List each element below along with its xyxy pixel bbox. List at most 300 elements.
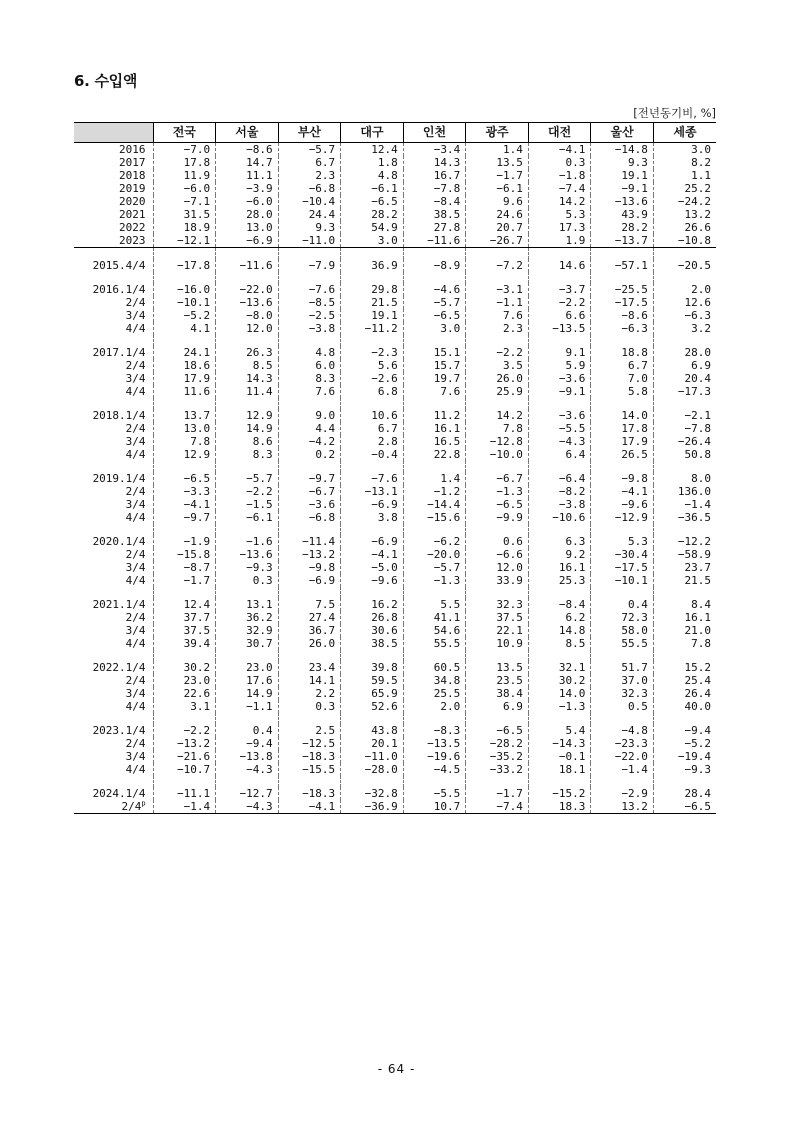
row-label-text: 2020.1/4	[92, 535, 146, 548]
value-cell: −1.7	[466, 787, 529, 800]
spacer-cell	[216, 248, 279, 260]
table-row	[74, 737, 716, 750]
value-cell: 0.4	[591, 598, 654, 611]
value-cell: 26.5	[591, 448, 654, 461]
value-cell: 14.3	[403, 156, 466, 169]
table-row	[74, 182, 716, 195]
value-cell: −12.7	[216, 787, 279, 800]
value-cell: −9.4	[216, 737, 279, 750]
spacer-cell	[153, 587, 216, 598]
value-cell: −14.4	[403, 498, 466, 511]
value-cell: 2.8	[341, 435, 404, 448]
table-row	[74, 156, 716, 169]
spacer-cell	[278, 650, 341, 661]
value-cell: 14.0	[528, 687, 591, 700]
spacer-cell	[466, 248, 529, 260]
value-cell: 8.3	[216, 448, 279, 461]
row-label-text: 2/4	[121, 800, 142, 813]
spacer-cell	[153, 272, 216, 283]
value-cell: 65.9	[341, 687, 404, 700]
spacer-cell	[466, 776, 529, 787]
value-cell: −15.2	[528, 787, 591, 800]
table-row	[74, 296, 716, 309]
value-cell: 14.8	[528, 624, 591, 637]
value-cell: 13.1	[216, 598, 279, 611]
value-cell: −3.6	[528, 409, 591, 422]
spacer-cell	[653, 461, 716, 472]
value-cell: −35.2	[466, 750, 529, 763]
value-cell: 8.5	[528, 637, 591, 650]
value-cell: 14.1	[278, 674, 341, 687]
spacer-cell	[278, 335, 341, 346]
row-label-text: 2018.1/4	[92, 409, 146, 422]
row-label-text: 2018	[119, 169, 146, 182]
import-value-table	[74, 122, 716, 814]
value-cell: −14.3	[528, 737, 591, 750]
spacer-cell	[403, 461, 466, 472]
row-label	[74, 485, 153, 498]
value-cell: −16.0	[153, 283, 216, 296]
value-cell: −15.8	[153, 548, 216, 561]
value-cell: 7.6	[466, 309, 529, 322]
spacer-cell	[278, 713, 341, 724]
value-cell: 6.8	[341, 385, 404, 398]
value-cell: 25.5	[403, 687, 466, 700]
table-row	[74, 283, 716, 296]
value-cell: 12.0	[466, 561, 529, 574]
value-cell: 5.5	[403, 598, 466, 611]
col-header: 전국	[153, 123, 216, 143]
value-cell: 10.9	[466, 637, 529, 650]
spacer-cell	[528, 272, 591, 283]
spacer-cell	[528, 587, 591, 598]
value-cell: −7.0	[153, 143, 216, 157]
value-cell: −2.2	[466, 346, 529, 359]
row-label-text: 4/4	[125, 322, 146, 335]
value-cell: 7.6	[403, 385, 466, 398]
value-cell: 1.8	[341, 156, 404, 169]
value-cell: −36.5	[653, 511, 716, 524]
row-label	[74, 156, 153, 169]
row-label-text: 4/4	[125, 385, 146, 398]
value-cell: 54.9	[341, 221, 404, 234]
table-row	[74, 611, 716, 624]
value-cell: 37.0	[591, 674, 654, 687]
value-cell: −17.5	[591, 561, 654, 574]
table-row	[74, 800, 716, 814]
value-cell: 27.8	[403, 221, 466, 234]
value-cell: −18.3	[278, 787, 341, 800]
row-label-text: 4/4	[125, 511, 146, 524]
table-row	[74, 234, 716, 248]
spacer-cell	[278, 248, 341, 260]
value-cell: −2.1	[653, 409, 716, 422]
value-cell: 28.4	[653, 787, 716, 800]
spacer-cell	[216, 776, 279, 787]
value-cell: 18.6	[153, 359, 216, 372]
value-cell: −0.4	[341, 448, 404, 461]
value-cell: 24.1	[153, 346, 216, 359]
value-cell: −9.3	[653, 763, 716, 776]
value-cell: −7.8	[653, 422, 716, 435]
spacer-cell	[278, 587, 341, 598]
value-cell: 8.6	[216, 435, 279, 448]
value-cell: 28.2	[591, 221, 654, 234]
value-cell: 7.5	[278, 598, 341, 611]
spacer-cell	[466, 398, 529, 409]
value-cell: −19.6	[403, 750, 466, 763]
value-cell: 0.3	[278, 700, 341, 713]
value-cell: 15.7	[403, 359, 466, 372]
spacer-cell	[591, 524, 654, 535]
value-cell: 72.3	[591, 611, 654, 624]
row-label	[74, 234, 153, 248]
spacer-cell	[591, 248, 654, 260]
value-cell: 17.6	[216, 674, 279, 687]
value-cell: 55.5	[591, 637, 654, 650]
value-cell: −3.6	[278, 498, 341, 511]
spacer-cell	[528, 713, 591, 724]
table-row	[74, 661, 716, 674]
col-header: 인천	[403, 123, 466, 143]
row-label-text: 4/4	[125, 574, 146, 587]
value-cell: 0.3	[528, 156, 591, 169]
value-cell: 13.2	[653, 208, 716, 221]
value-cell: 8.0	[653, 472, 716, 485]
row-label-text: 2/4	[125, 611, 146, 624]
value-cell: −58.9	[653, 548, 716, 561]
table-row	[74, 763, 716, 776]
row-label-text: 2/4	[125, 296, 146, 309]
row-label-text: 2015.4/4	[92, 259, 146, 272]
row-label	[74, 221, 153, 234]
spacer-cell	[216, 461, 279, 472]
value-cell: −7.6	[278, 283, 341, 296]
value-cell: −19.4	[653, 750, 716, 763]
value-cell: −8.6	[216, 143, 279, 157]
value-cell: 20.1	[341, 737, 404, 750]
spacer-cell	[591, 713, 654, 724]
value-cell: −4.1	[528, 143, 591, 157]
value-cell: 14.0	[591, 409, 654, 422]
value-cell: 16.1	[403, 422, 466, 435]
value-cell: 30.2	[153, 661, 216, 674]
value-cell: −12.8	[466, 435, 529, 448]
value-cell: 17.8	[591, 422, 654, 435]
value-cell: 5.3	[591, 535, 654, 548]
value-cell: 19.1	[341, 309, 404, 322]
value-cell: −1.9	[153, 535, 216, 548]
value-cell: −8.7	[153, 561, 216, 574]
spacer-cell	[653, 650, 716, 661]
value-cell: 1.4	[403, 472, 466, 485]
value-cell: −26.4	[653, 435, 716, 448]
value-cell: 18.3	[528, 800, 591, 814]
spacer-cell	[278, 398, 341, 409]
value-cell: −5.2	[653, 737, 716, 750]
value-cell: −4.1	[341, 548, 404, 561]
value-cell: 18.1	[528, 763, 591, 776]
value-cell: −5.7	[403, 296, 466, 309]
row-label-text: 2024.1/4	[92, 787, 146, 800]
value-cell: 4.8	[341, 169, 404, 182]
table-row	[74, 169, 716, 182]
value-cell: 27.4	[278, 611, 341, 624]
value-cell: 6.6	[528, 309, 591, 322]
value-cell: 0.4	[216, 724, 279, 737]
table-row	[74, 485, 716, 498]
value-cell: 38.4	[466, 687, 529, 700]
value-cell: −1.7	[153, 574, 216, 587]
value-cell: 16.2	[341, 598, 404, 611]
value-cell: −13.7	[591, 234, 654, 248]
value-cell: 4.4	[278, 422, 341, 435]
value-cell: 1.1	[653, 169, 716, 182]
value-cell: 6.0	[278, 359, 341, 372]
value-cell: 13.5	[466, 156, 529, 169]
row-label	[74, 435, 153, 448]
value-cell: −22.0	[591, 750, 654, 763]
spacer-cell	[153, 650, 216, 661]
spacer-cell	[653, 248, 716, 260]
value-cell: 26.0	[278, 637, 341, 650]
row-label-text: 3/4	[125, 435, 146, 448]
value-cell: 6.4	[528, 448, 591, 461]
row-label	[74, 169, 153, 182]
spacer-cell	[216, 398, 279, 409]
spacer-cell	[403, 398, 466, 409]
col-header: 세종	[653, 123, 716, 143]
value-cell: 13.0	[216, 221, 279, 234]
value-cell: 16.5	[403, 435, 466, 448]
table-row	[74, 448, 716, 461]
value-cell: −8.6	[591, 309, 654, 322]
row-label-text: 2017.1/4	[92, 346, 146, 359]
value-cell: −11.6	[216, 259, 279, 272]
spacer-cell	[153, 398, 216, 409]
value-cell: −6.8	[278, 511, 341, 524]
value-cell: 39.8	[341, 661, 404, 674]
unit-label: [전년동기비, %]	[633, 106, 716, 120]
spacer-cell	[153, 335, 216, 346]
value-cell: 2.0	[403, 700, 466, 713]
value-cell: 5.6	[341, 359, 404, 372]
spacer-cell	[653, 398, 716, 409]
value-cell: 28.2	[341, 208, 404, 221]
col-header: 울산	[591, 123, 654, 143]
value-cell: 37.5	[153, 624, 216, 637]
value-cell: −8.5	[278, 296, 341, 309]
value-cell: 12.0	[216, 322, 279, 335]
row-label	[74, 195, 153, 208]
value-cell: −2.6	[341, 372, 404, 385]
value-cell: −6.5	[341, 195, 404, 208]
value-cell: −28.2	[466, 737, 529, 750]
value-cell: 30.2	[528, 674, 591, 687]
value-cell: −7.9	[278, 259, 341, 272]
value-cell: −6.1	[341, 182, 404, 195]
value-cell: 5.8	[591, 385, 654, 398]
value-cell: 59.5	[341, 674, 404, 687]
value-cell: 28.0	[216, 208, 279, 221]
table-row	[74, 750, 716, 763]
table-row	[74, 435, 716, 448]
value-cell: 7.6	[278, 385, 341, 398]
spacer-cell	[528, 776, 591, 787]
table-row	[74, 309, 716, 322]
row-label-text: 2020	[119, 195, 146, 208]
spacer-cell	[403, 776, 466, 787]
value-cell: −9.9	[466, 511, 529, 524]
spacer-cell	[74, 335, 153, 346]
value-cell: 26.0	[466, 372, 529, 385]
value-cell: 10.7	[403, 800, 466, 814]
value-cell: 23.0	[216, 661, 279, 674]
row-label	[74, 674, 153, 687]
table-row	[74, 637, 716, 650]
spacer-cell	[74, 776, 153, 787]
value-cell: −6.1	[466, 182, 529, 195]
spacer-cell	[278, 272, 341, 283]
value-cell: 55.5	[403, 637, 466, 650]
value-cell: −8.4	[528, 598, 591, 611]
value-cell: −1.4	[591, 763, 654, 776]
value-cell: −13.2	[153, 737, 216, 750]
spacer-cell	[341, 248, 404, 260]
table-row	[74, 472, 716, 485]
spacer-cell	[591, 776, 654, 787]
table-row	[74, 385, 716, 398]
value-cell: −6.0	[153, 182, 216, 195]
row-label	[74, 346, 153, 359]
value-cell: −6.5	[653, 800, 716, 814]
spacer-cell	[74, 587, 153, 598]
value-cell: 1.4	[466, 143, 529, 157]
value-cell: 25.2	[653, 182, 716, 195]
row-label	[74, 511, 153, 524]
value-cell: 60.5	[403, 661, 466, 674]
value-cell: 37.7	[153, 611, 216, 624]
spacer-cell	[74, 398, 153, 409]
spacer-cell	[74, 248, 153, 260]
row-label-text: 2022	[119, 221, 146, 234]
row-label-text: 3/4	[125, 750, 146, 763]
value-cell: −30.4	[591, 548, 654, 561]
value-cell: 50.8	[653, 448, 716, 461]
table-row	[74, 221, 716, 234]
row-label	[74, 661, 153, 674]
value-cell: −26.7	[466, 234, 529, 248]
value-cell: −1.3	[466, 485, 529, 498]
row-label	[74, 574, 153, 587]
value-cell: 6.7	[341, 422, 404, 435]
value-cell: 12.4	[341, 143, 404, 157]
value-cell: −4.1	[278, 800, 341, 814]
value-cell: −13.5	[528, 322, 591, 335]
value-cell: 23.4	[278, 661, 341, 674]
row-label	[74, 598, 153, 611]
value-cell: −1.4	[153, 800, 216, 814]
row-label-text: 2016	[119, 143, 146, 156]
value-cell: −1.3	[403, 574, 466, 587]
spacer-cell	[653, 335, 716, 346]
table-row	[74, 422, 716, 435]
value-cell: 17.9	[591, 435, 654, 448]
value-cell: 3.8	[341, 511, 404, 524]
value-cell: −11.0	[341, 750, 404, 763]
row-label-text: 2016.1/4	[92, 283, 146, 296]
value-cell: 52.6	[341, 700, 404, 713]
spacer-row	[74, 587, 716, 598]
value-cell: 26.4	[653, 687, 716, 700]
value-cell: −9.1	[591, 182, 654, 195]
spacer-cell	[653, 524, 716, 535]
value-cell: 19.7	[403, 372, 466, 385]
value-cell: 9.0	[278, 409, 341, 422]
row-label-text: 2023	[119, 234, 146, 247]
value-cell: −1.7	[466, 169, 529, 182]
row-label	[74, 208, 153, 221]
row-label-text: 4/4	[125, 700, 146, 713]
value-cell: 25.4	[653, 674, 716, 687]
row-label	[74, 498, 153, 511]
value-cell: −1.5	[216, 498, 279, 511]
value-cell: −8.4	[403, 195, 466, 208]
row-label	[74, 700, 153, 713]
row-label	[74, 309, 153, 322]
value-cell: −3.7	[528, 283, 591, 296]
value-cell: 37.5	[466, 611, 529, 624]
spacer-cell	[153, 461, 216, 472]
value-cell: 36.7	[278, 624, 341, 637]
value-cell: −2.9	[591, 787, 654, 800]
value-cell: 14.3	[216, 372, 279, 385]
value-cell: −6.3	[653, 309, 716, 322]
value-cell: 29.8	[341, 283, 404, 296]
value-cell: −33.2	[466, 763, 529, 776]
value-cell: 30.7	[216, 637, 279, 650]
value-cell: 0.5	[591, 700, 654, 713]
spacer-cell	[341, 587, 404, 598]
spacer-cell	[153, 776, 216, 787]
spacer-cell	[403, 713, 466, 724]
spacer-cell	[653, 272, 716, 283]
spacer-cell	[653, 587, 716, 598]
preliminary-marker: p	[141, 799, 146, 808]
table-row	[74, 687, 716, 700]
value-cell: 22.1	[466, 624, 529, 637]
row-label-text: 2/4	[125, 485, 146, 498]
value-cell: −2.2	[528, 296, 591, 309]
value-cell: −3.3	[153, 485, 216, 498]
row-label-text: 2022.1/4	[92, 661, 146, 674]
value-cell: 12.9	[153, 448, 216, 461]
value-cell: −6.5	[466, 498, 529, 511]
row-label	[74, 624, 153, 637]
page-number: - 64 -	[377, 1062, 416, 1076]
spacer-cell	[403, 650, 466, 661]
value-cell: 14.6	[528, 259, 591, 272]
value-cell: −10.7	[153, 763, 216, 776]
value-cell: 11.2	[403, 409, 466, 422]
spacer-cell	[653, 776, 716, 787]
value-cell: 11.4	[216, 385, 279, 398]
value-cell: −9.3	[216, 561, 279, 574]
value-cell: 14.9	[216, 422, 279, 435]
value-cell: −17.3	[653, 385, 716, 398]
value-cell: 3.0	[403, 322, 466, 335]
value-cell: 13.2	[591, 800, 654, 814]
